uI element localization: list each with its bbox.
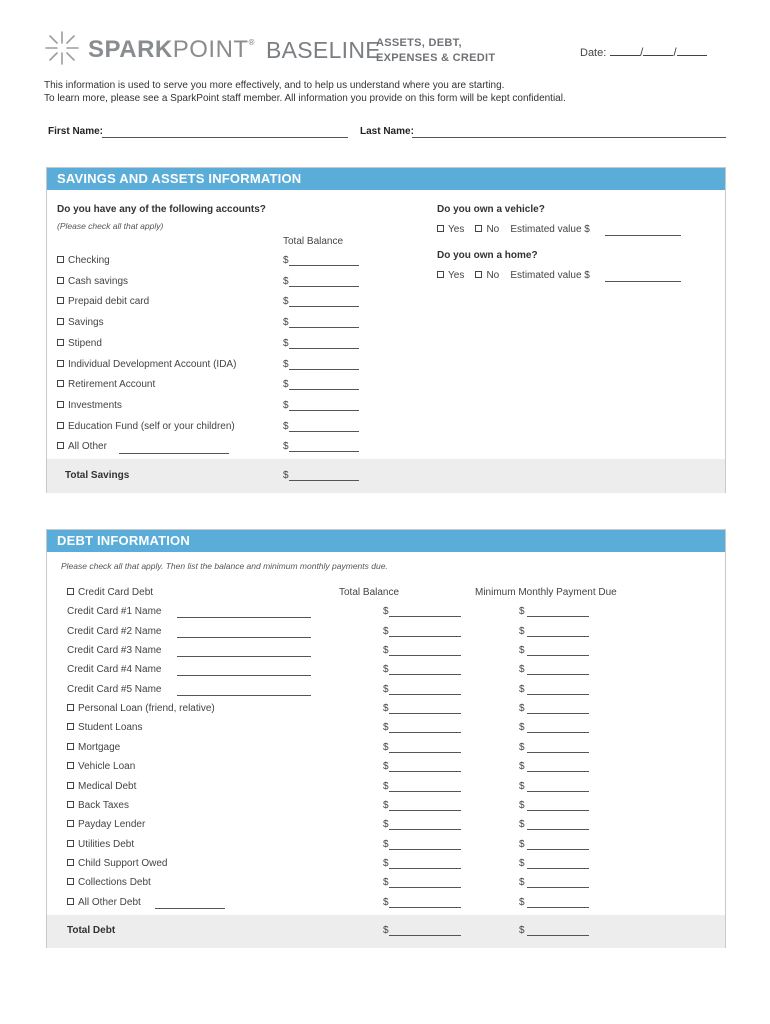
accounts-note: (Please check all that apply) — [57, 221, 164, 231]
debt-name-field[interactable] — [177, 675, 311, 676]
total-debt-balance-field[interactable] — [389, 935, 461, 936]
debt-checkbox[interactable] — [67, 820, 74, 827]
debt-label: All Other Debt — [78, 896, 141, 908]
savings-heading: SAVINGS AND ASSETS INFORMATION — [57, 171, 302, 186]
total-savings-band — [47, 459, 725, 493]
account-currency: $ — [283, 379, 289, 391]
debt-balance-field[interactable] — [389, 771, 461, 772]
debt-balance-currency: $ — [383, 838, 389, 850]
debt-balance-currency: $ — [383, 877, 389, 889]
other-account-name-field[interactable] — [119, 453, 229, 454]
debt-balance-field[interactable] — [389, 907, 461, 908]
debt-payment-currency: $ — [519, 857, 525, 869]
account-currency: $ — [283, 275, 289, 287]
savings-account-row — [47, 421, 427, 437]
debt-payment-field[interactable] — [527, 694, 589, 695]
debt-balance-field[interactable] — [389, 810, 461, 811]
debt-row — [47, 800, 725, 816]
debt-payment-currency: $ — [519, 741, 525, 753]
home-options: Yes No Estimated value $ — [437, 270, 590, 281]
debt-balance-currency: $ — [383, 722, 389, 734]
debt-checkbox[interactable] — [67, 762, 74, 769]
debt-checkbox[interactable] — [67, 588, 74, 595]
account-label: Savings — [68, 317, 104, 329]
debt-balance-field[interactable] — [389, 713, 461, 714]
form-title: ASSETS, DEBT, EXPENSES & CREDIT — [376, 37, 496, 64]
debt-payment-currency: $ — [519, 799, 525, 811]
account-label: Individual Development Account (IDA) — [68, 358, 237, 370]
savings-heading-bar — [47, 168, 725, 190]
debt-label: Credit Card #5 Name — [67, 683, 162, 695]
debt-payment-currency: $ — [519, 664, 525, 676]
debt-payment-currency: $ — [519, 703, 525, 715]
debt-payment-currency: $ — [519, 838, 525, 850]
account-balance-field[interactable] — [289, 265, 359, 266]
debt-label: Credit Card #2 Name — [67, 625, 162, 637]
debt-balance-field[interactable] — [389, 887, 461, 888]
account-balance-field[interactable] — [289, 389, 359, 390]
account-label: Education Fund (self or your children) — [68, 420, 235, 432]
account-checkbox[interactable] — [57, 318, 64, 325]
account-currency: $ — [283, 337, 289, 349]
debt-row — [47, 722, 725, 738]
account-checkbox[interactable] — [57, 442, 64, 449]
debt-checkbox[interactable] — [67, 704, 74, 711]
account-balance-field[interactable] — [289, 327, 359, 328]
debt-checkbox[interactable] — [67, 840, 74, 847]
debt-balance-currency: $ — [383, 703, 389, 715]
account-label: Investments — [68, 399, 122, 411]
spark-logo-icon — [44, 30, 80, 66]
baseline-wordmark: BASELINE — [266, 37, 381, 63]
debt-balance-currency: $ — [383, 664, 389, 676]
total-debt-band — [47, 915, 725, 948]
debt-balance-currency: $ — [383, 780, 389, 792]
debt-balance-currency: $ — [383, 741, 389, 753]
debt-name-field[interactable] — [177, 637, 311, 638]
debt-label: Utilities Debt — [78, 838, 135, 850]
debt-balance-currency: $ — [383, 799, 389, 811]
debt-payment-currency: $ — [519, 819, 525, 831]
debt-payment-currency: $ — [519, 896, 525, 908]
debt-label: Mortgage — [78, 741, 121, 753]
vehicle-question: Do you own a vehicle? — [437, 204, 545, 215]
vehicle-estimated-label: Estimated value $ — [510, 224, 590, 235]
vehicle-value-field[interactable] — [605, 235, 681, 236]
debt-balance-currency: $ — [383, 606, 389, 618]
date-label: Date: — [580, 47, 607, 59]
debt-checkbox[interactable] — [67, 801, 74, 808]
first-name-field[interactable] — [102, 137, 348, 138]
account-label: Cash savings — [68, 275, 129, 287]
debt-row — [47, 606, 725, 622]
debt-payment-field[interactable] — [527, 636, 589, 637]
debt-balance-field[interactable] — [389, 636, 461, 637]
debt-balance-currency: $ — [383, 625, 389, 637]
debt-name-field[interactable] — [177, 617, 311, 618]
debt-payment-field[interactable] — [527, 868, 589, 869]
debt-balance-currency: $ — [383, 683, 389, 695]
account-balance-field[interactable] — [289, 369, 359, 370]
debt-checkbox[interactable] — [67, 782, 74, 789]
savings-account-row — [47, 317, 427, 333]
total-savings-field[interactable] — [289, 480, 359, 481]
debt-row — [47, 626, 725, 642]
debt-heading-bar — [47, 530, 725, 552]
debt-row — [47, 839, 725, 855]
account-balance-field[interactable] — [289, 410, 359, 411]
debt-payment-field[interactable] — [527, 887, 589, 888]
debt-label: Credit Card #3 Name — [67, 645, 162, 657]
debt-balance-field[interactable] — [389, 791, 461, 792]
account-label: Stipend — [68, 337, 102, 349]
debt-row — [47, 897, 725, 913]
debt-label: Student Loans — [78, 722, 143, 734]
debt-label: Credit Card Debt — [78, 587, 154, 598]
savings-account-row — [47, 441, 427, 457]
debt-note: Please check all that apply. Then list the balance and minimum monthly payments due. — [61, 561, 388, 571]
account-balance-field[interactable] — [289, 348, 359, 349]
account-balance-field[interactable] — [289, 286, 359, 287]
debt-balance-field[interactable] — [389, 732, 461, 733]
vehicle-yes-checkbox[interactable] — [437, 225, 444, 232]
debt-balance-currency: $ — [383, 645, 389, 657]
debt-payment-currency: $ — [519, 683, 525, 695]
debt-balance-field[interactable] — [389, 829, 461, 830]
debt-payment-field[interactable] — [527, 810, 589, 811]
debt-checkbox[interactable] — [67, 898, 74, 905]
debt-section — [46, 529, 726, 948]
account-checkbox[interactable] — [57, 360, 64, 367]
debt-payment-field[interactable] — [527, 732, 589, 733]
debt-label: Credit Card #1 Name — [67, 606, 162, 618]
home-yes-checkbox[interactable] — [437, 271, 444, 278]
account-label: Prepaid debit card — [68, 296, 150, 308]
debt-checkbox[interactable] — [67, 878, 74, 885]
total-debt-label: Total Debt — [67, 925, 116, 936]
brand-wordmark: SPARKPOINT® — [88, 36, 255, 63]
debt-label: Collections Debt — [78, 877, 151, 889]
debt-payment-field[interactable] — [527, 771, 589, 772]
debt-label: Child Support Owed — [78, 857, 168, 869]
account-checkbox[interactable] — [57, 401, 64, 408]
min-payment-column-header: Minimum Monthly Payment Due — [475, 587, 617, 598]
account-currency: $ — [283, 255, 289, 266]
intro-text: This information is used to serve you more effectively, and to help us understand where you are starting. To learn more, please see a SparkPoint staff member. All information you provide on this form will be kept confidential. — [44, 80, 566, 104]
savings-account-row — [47, 400, 427, 416]
total-debt-payment-currency: $ — [519, 925, 525, 936]
total-debt-payment-field[interactable] — [527, 935, 589, 936]
debt-name-field[interactable] — [155, 908, 225, 909]
debt-row — [47, 703, 725, 719]
debt-payment-field[interactable] — [527, 713, 589, 714]
account-balance-field[interactable] — [289, 306, 359, 307]
debt-payment-field[interactable] — [527, 655, 589, 656]
form-header — [0, 0, 770, 80]
account-currency: $ — [283, 420, 289, 432]
home-no-checkbox[interactable] — [475, 271, 482, 278]
debt-label: Back Taxes — [78, 799, 129, 811]
debt-label: Vehicle Loan — [78, 761, 136, 773]
debt-payment-currency: $ — [519, 645, 525, 657]
debt-row — [47, 877, 725, 893]
debt-balance-field[interactable] — [389, 674, 461, 675]
debt-balance-field[interactable] — [389, 616, 461, 617]
debt-payment-field[interactable] — [527, 752, 589, 753]
debt-row — [47, 819, 725, 835]
debt-row — [47, 781, 725, 797]
debt-balance-field[interactable] — [389, 752, 461, 753]
debt-label: Medical Debt — [78, 780, 137, 792]
debt-payment-field[interactable] — [527, 616, 589, 617]
total-debt-balance-currency: $ — [383, 925, 389, 936]
debt-checkbox[interactable] — [67, 723, 74, 730]
account-label: Checking — [68, 255, 110, 266]
debt-payment-currency: $ — [519, 722, 525, 734]
debt-heading: DEBT INFORMATION — [57, 533, 190, 548]
vehicle-options: Yes No Estimated value $ — [437, 224, 590, 235]
account-checkbox[interactable] — [57, 277, 64, 284]
debt-payment-field[interactable] — [527, 674, 589, 675]
total-savings-currency: $ — [283, 470, 289, 481]
debt-row — [47, 761, 725, 777]
first-name-label: First Name: — [48, 126, 104, 137]
debt-payment-field[interactable] — [527, 849, 589, 850]
accounts-question: Do you have any of the following accounts? — [57, 204, 266, 215]
account-label: Retirement Account — [68, 379, 156, 391]
debt-label: Credit Card #4 Name — [67, 664, 162, 676]
savings-account-row — [47, 379, 427, 395]
savings-section — [46, 167, 726, 493]
savings-account-row — [47, 276, 427, 292]
account-currency: $ — [283, 441, 289, 453]
home-question: Do you own a home? — [437, 250, 538, 261]
last-name-label: Last Name: — [360, 126, 414, 137]
debt-label: Payday Lender — [78, 819, 146, 831]
debt-balance-field[interactable] — [389, 694, 461, 695]
debt-name-field[interactable] — [177, 695, 311, 696]
debt-balance-column-header: Total Balance — [339, 587, 400, 598]
debt-row — [47, 858, 725, 874]
debt-balance-field[interactable] — [389, 849, 461, 850]
savings-account-row — [47, 359, 427, 375]
debt-checkbox[interactable] — [67, 743, 74, 750]
debt-balance-currency: $ — [383, 761, 389, 773]
debt-payment-field[interactable] — [527, 907, 589, 908]
account-balance-field[interactable] — [289, 451, 359, 452]
debt-balance-field[interactable] — [389, 655, 461, 656]
account-checkbox[interactable] — [57, 380, 64, 387]
vehicle-no-checkbox[interactable] — [475, 225, 482, 232]
account-checkbox[interactable] — [57, 339, 64, 346]
debt-row — [47, 645, 725, 661]
debt-balance-currency: $ — [383, 857, 389, 869]
account-checkbox[interactable] — [57, 297, 64, 304]
account-currency: $ — [283, 358, 289, 370]
savings-account-row — [47, 255, 427, 271]
debt-payment-currency: $ — [519, 761, 525, 773]
home-estimated-label: Estimated value $ — [510, 270, 590, 281]
savings-account-row — [47, 338, 427, 354]
debt-name-field[interactable] — [177, 656, 311, 657]
account-checkbox[interactable] — [57, 256, 64, 263]
account-currency: $ — [283, 296, 289, 308]
debt-row — [47, 742, 725, 758]
date-field[interactable]: / / — [610, 45, 707, 59]
balance-column-header: Total Balance — [283, 236, 344, 247]
account-currency: $ — [283, 399, 289, 411]
home-value-field[interactable] — [605, 281, 681, 282]
total-savings-label: Total Savings — [65, 470, 130, 481]
debt-payment-currency: $ — [519, 780, 525, 792]
debt-checkbox[interactable] — [67, 859, 74, 866]
account-balance-field[interactable] — [289, 431, 359, 432]
last-name-field[interactable] — [412, 137, 726, 138]
debt-payment-currency: $ — [519, 877, 525, 889]
account-currency: $ — [283, 317, 289, 329]
debt-balance-currency: $ — [383, 819, 389, 831]
debt-payment-field[interactable] — [527, 791, 589, 792]
debt-payment-currency: $ — [519, 625, 525, 637]
debt-label: Personal Loan (friend, relative) — [78, 703, 215, 715]
savings-account-row — [47, 296, 427, 312]
debt-row — [47, 587, 725, 603]
account-checkbox[interactable] — [57, 422, 64, 429]
debt-balance-field[interactable] — [389, 868, 461, 869]
debt-row — [47, 684, 725, 700]
debt-payment-currency: $ — [519, 606, 525, 618]
debt-row — [47, 664, 725, 680]
debt-payment-field[interactable] — [527, 829, 589, 830]
debt-balance-currency: $ — [383, 896, 389, 908]
account-label: All Other — [68, 441, 107, 453]
